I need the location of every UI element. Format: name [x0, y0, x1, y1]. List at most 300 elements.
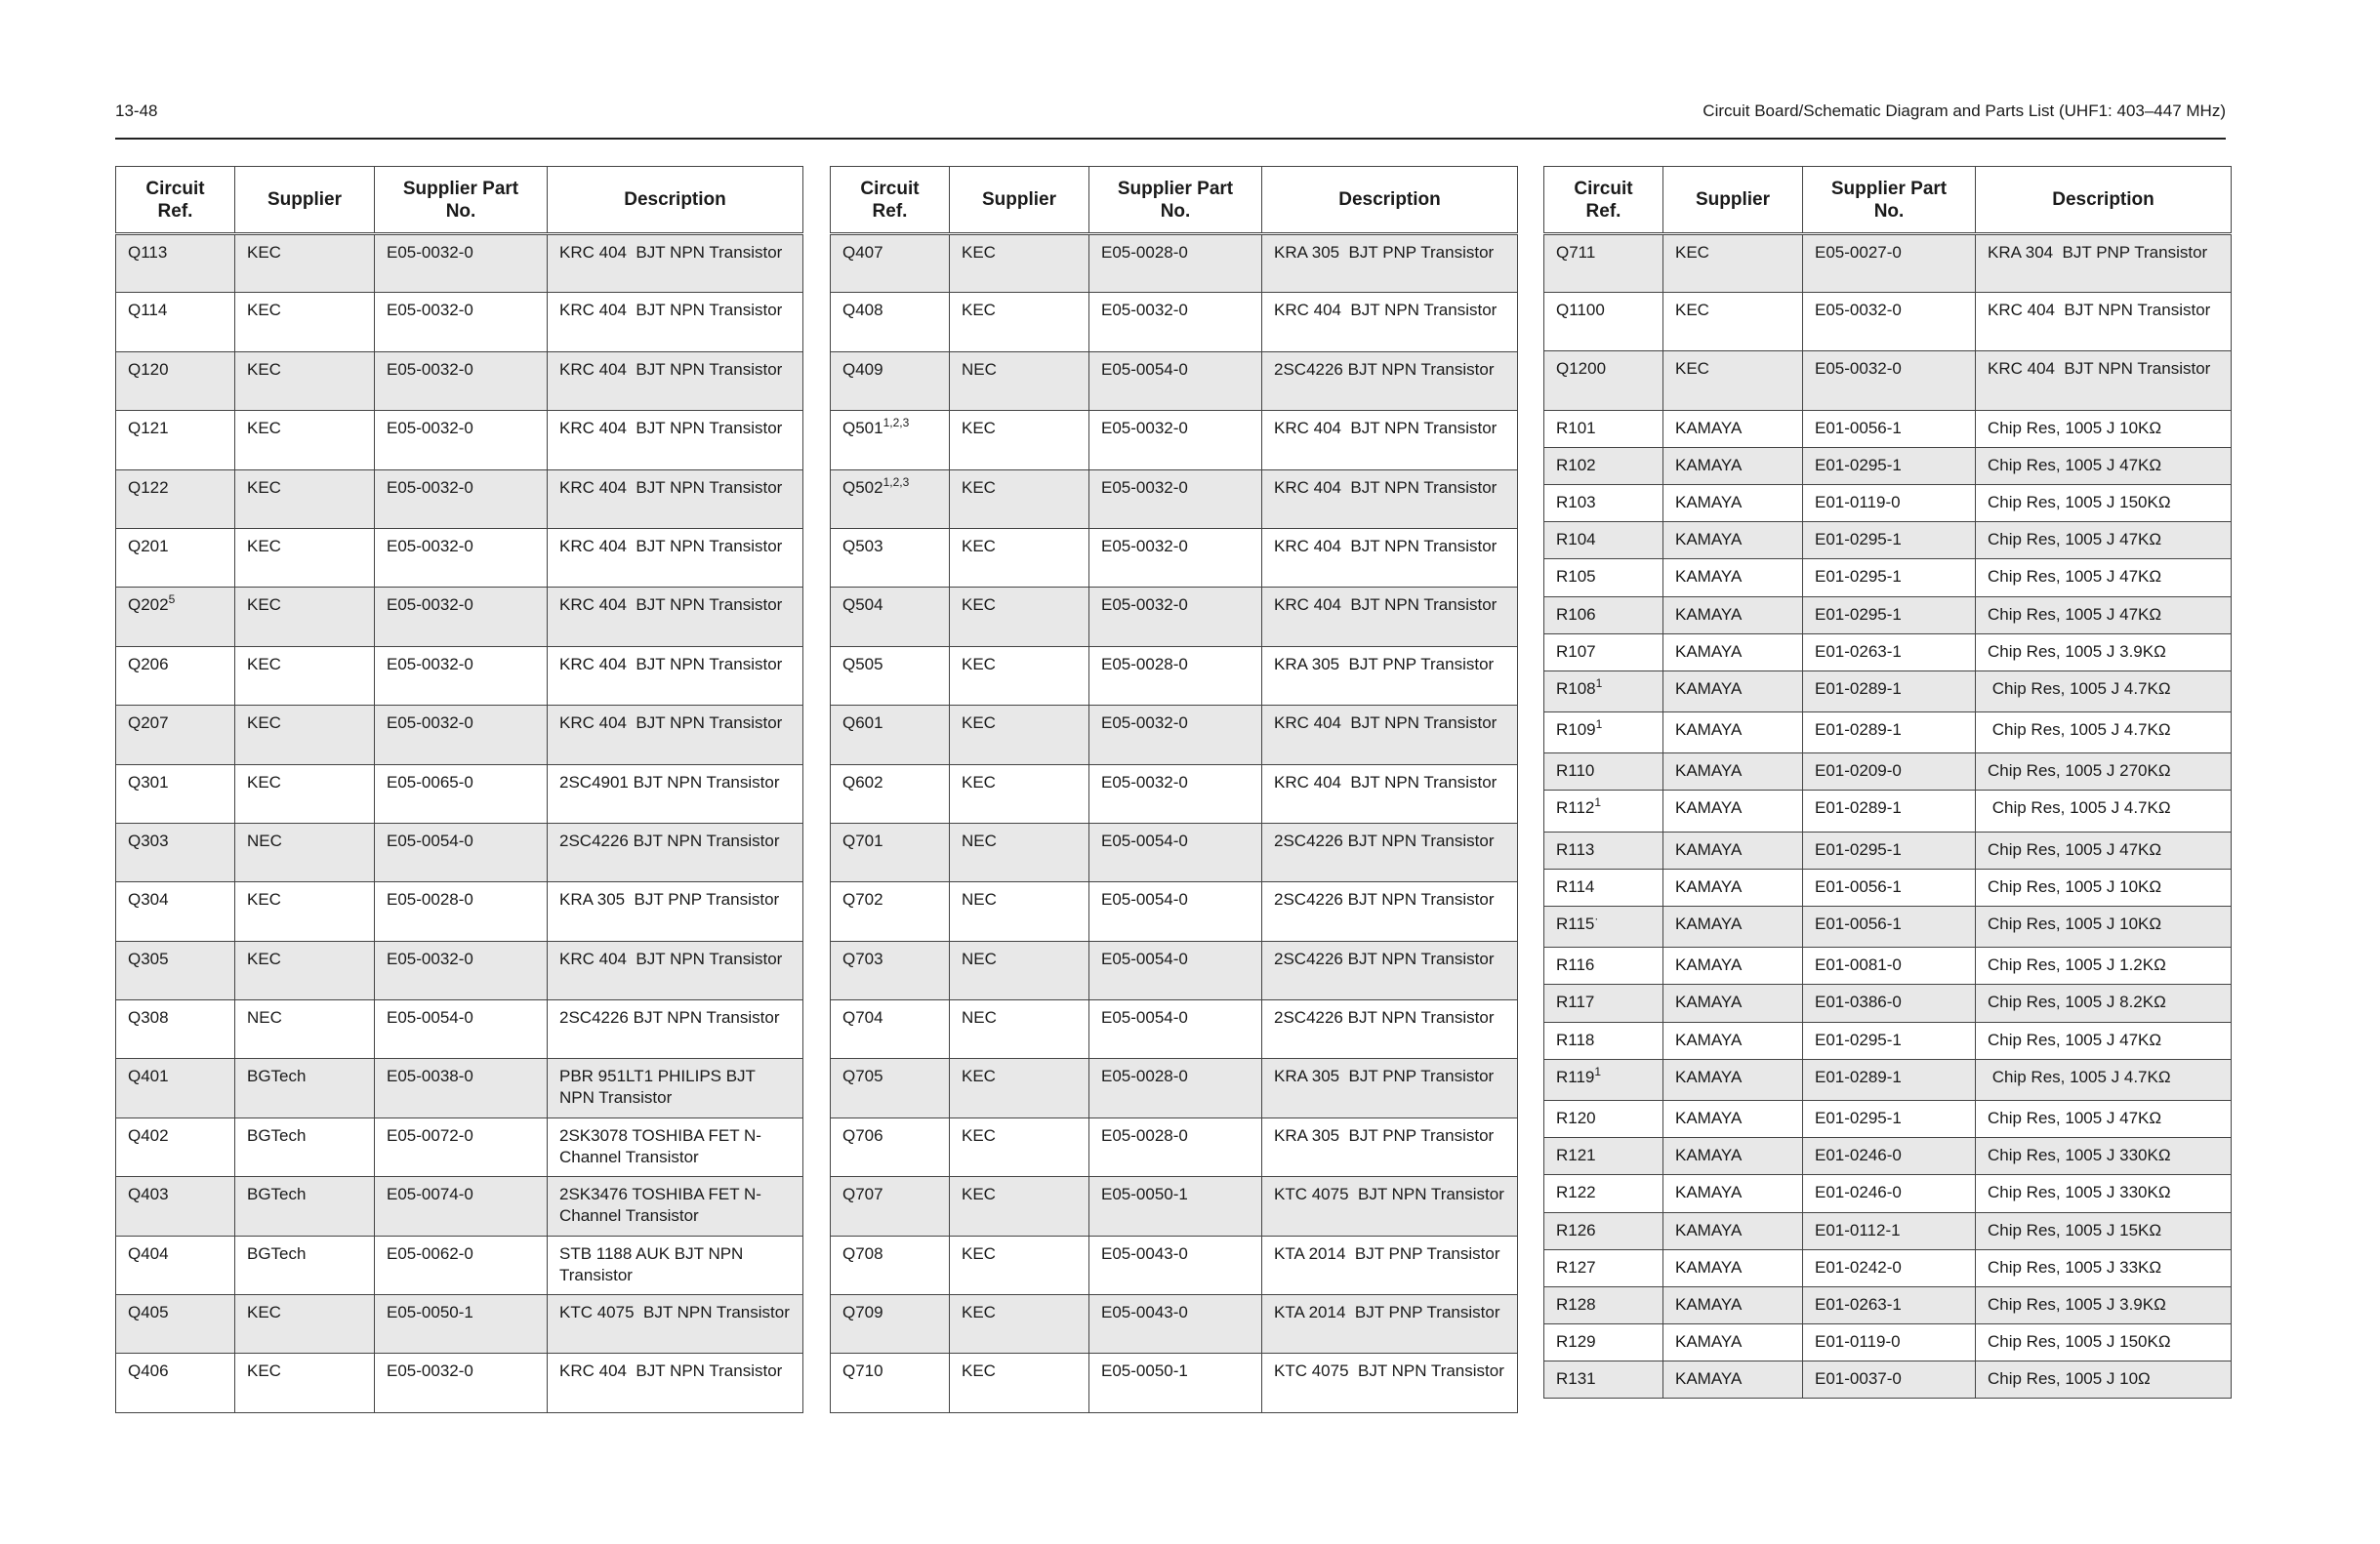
- description-cell: 2SC4226 BJT NPN Transistor: [1262, 941, 1518, 999]
- table-row: [1544, 1138, 2232, 1175]
- circuit-ref-header: Circuit Ref.: [831, 167, 950, 234]
- circuit-ref-cell: [831, 351, 950, 410]
- description-cell: KRC 404 BJT NPN Transistor: [548, 411, 803, 469]
- circuit-ref-cell: [1544, 410, 1663, 447]
- circuit-ref-cell: [1544, 753, 1663, 791]
- table-row: [1544, 907, 2232, 948]
- supplier-header: Supplier: [950, 167, 1089, 234]
- circuit-ref: R117: [1556, 993, 1595, 1012]
- table-row: [116, 706, 803, 764]
- description-cell: Chip Res, 1005 J 4.7KΩ: [1976, 712, 2232, 753]
- supplier-cell: KAMAYA: [1663, 907, 1803, 948]
- supplier-cell: KEC: [1663, 234, 1803, 293]
- table-row: [116, 351, 803, 410]
- part-number-cell: E05-0043-0: [1089, 1295, 1262, 1354]
- part-number-cell: E05-0038-0: [375, 1059, 548, 1117]
- table-row: [831, 469, 1518, 528]
- table-row: [831, 882, 1518, 941]
- circuit-ref: Q305: [128, 949, 169, 968]
- circuit-ref-cell: [116, 823, 235, 881]
- part-number-cell: E01-0119-0: [1803, 1324, 1976, 1361]
- circuit-ref-cell: [1544, 1100, 1663, 1137]
- description-cell: KRC 404 BJT NPN Transistor: [548, 941, 803, 999]
- table-row: [116, 882, 803, 941]
- description-cell: Chip Res, 1005 J 10KΩ: [1976, 410, 2232, 447]
- table-row: [831, 823, 1518, 881]
- description-cell: 2SC4226 BJT NPN Transistor: [548, 1000, 803, 1059]
- part-number-cell: E05-0054-0: [1089, 1000, 1262, 1059]
- circuit-ref: R122: [1556, 1183, 1596, 1202]
- table-row: [1544, 791, 2232, 832]
- supplier-cell: KEC: [235, 469, 375, 528]
- supplier-cell: KAMAYA: [1663, 1022, 1803, 1059]
- table-row: [831, 1000, 1518, 1059]
- description-cell: KRC 404 BJT NPN Transistor: [1262, 293, 1518, 351]
- description-header: Description: [548, 167, 803, 234]
- supplier-cell: KEC: [950, 1177, 1089, 1236]
- description-cell: 2SC4226 BJT NPN Transistor: [1262, 882, 1518, 941]
- circuit-ref-cell: [116, 293, 235, 351]
- supplier-cell: BGTech: [235, 1059, 375, 1117]
- part-number-cell: E05-0032-0: [375, 588, 548, 646]
- circuit-ref: Q501: [842, 419, 883, 438]
- supplier-cell: KEC: [950, 1117, 1089, 1176]
- table-row: [116, 1236, 803, 1294]
- description-cell: Chip Res, 1005 J 330KΩ: [1976, 1138, 2232, 1175]
- circuit-ref: Q504: [842, 595, 883, 615]
- part-number-cell: E05-0032-0: [1089, 293, 1262, 351]
- table-row: [1544, 293, 2232, 351]
- part-number-cell: E05-0072-0: [375, 1117, 548, 1176]
- description-cell: 2SC4901 BJT NPN Transistor: [548, 764, 803, 823]
- table-row: [831, 1177, 1518, 1236]
- description-cell: KRC 404 BJT NPN Transistor: [1262, 706, 1518, 764]
- circuit-ref: Q408: [842, 301, 883, 320]
- table-row: [116, 1177, 803, 1236]
- table-row: [1544, 1324, 2232, 1361]
- circuit-ref-cell: [116, 882, 235, 941]
- part-number-cell: E05-0062-0: [375, 1236, 548, 1294]
- description-cell: Chip Res, 1005 J 15KΩ: [1976, 1212, 2232, 1249]
- part-number-cell: E01-0289-1: [1803, 1059, 1976, 1100]
- part-number-cell: E05-0054-0: [1089, 351, 1262, 410]
- part-number-cell: E01-0263-1: [1803, 633, 1976, 670]
- part-number-cell: E05-0050-1: [1089, 1354, 1262, 1412]
- parts-table-body: [831, 234, 1518, 1413]
- circuit-ref-cell: [831, 1059, 950, 1117]
- circuit-ref-cell: [1544, 869, 1663, 906]
- page-title: Circuit Board/Schematic Diagram and Parts List (UHF1: 403–447 MHz): [1703, 102, 2226, 120]
- description-cell: 2SC4226 BJT NPN Transistor: [1262, 351, 1518, 410]
- table-row: [1544, 559, 2232, 596]
- supplier-cell: NEC: [235, 823, 375, 881]
- table-row: [116, 234, 803, 293]
- circuit-ref: Q403: [128, 1185, 169, 1204]
- supplier-cell: KAMAYA: [1663, 1059, 1803, 1100]
- circuit-ref-cell: [1544, 484, 1663, 521]
- supplier-cell: KEC: [950, 411, 1089, 469]
- circuit-ref-cell: [116, 941, 235, 999]
- supplier-cell: KAMAYA: [1663, 948, 1803, 985]
- part-number-cell: E05-0032-0: [1803, 351, 1976, 410]
- description-cell: Chip Res, 1005 J 3.9KΩ: [1976, 633, 2232, 670]
- circuit-ref-cell: [116, 411, 235, 469]
- table-row: [116, 1000, 803, 1059]
- footnote-marker: 1: [1594, 1064, 1602, 1078]
- part-number-cell: E05-0054-0: [375, 1000, 548, 1059]
- supplier-cell: KAMAYA: [1663, 985, 1803, 1022]
- part-number-cell: E01-0295-1: [1803, 447, 1976, 484]
- circuit-ref: Q407: [842, 243, 883, 262]
- description-cell: KRC 404 BJT NPN Transistor: [548, 1354, 803, 1412]
- table-row: [831, 706, 1518, 764]
- description-cell: Chip Res, 1005 J 150KΩ: [1976, 484, 2232, 521]
- supplier-cell: KAMAYA: [1663, 712, 1803, 753]
- circuit-ref-cell: [1544, 559, 1663, 596]
- table-row: [1544, 447, 2232, 484]
- table-header-row: [1544, 167, 2232, 234]
- circuit-ref-cell: [1544, 234, 1663, 293]
- part-number-cell: E01-0056-1: [1803, 907, 1976, 948]
- footnote-marker: 1: [1594, 795, 1602, 810]
- supplier-part-no-header: Supplier Part No.: [1089, 167, 1262, 234]
- part-number-cell: E05-0027-0: [1803, 234, 1976, 293]
- part-number-cell: E05-0032-0: [375, 706, 548, 764]
- circuit-ref: Q113: [128, 243, 168, 262]
- circuit-ref: R119: [1556, 1067, 1595, 1086]
- supplier-cell: KEC: [235, 1354, 375, 1412]
- supplier-cell: KAMAYA: [1663, 1212, 1803, 1249]
- part-number-cell: E05-0032-0: [375, 941, 548, 999]
- table-row: [1544, 1059, 2232, 1100]
- supplier-cell: KAMAYA: [1663, 1286, 1803, 1323]
- circuit-ref: Q711: [1556, 243, 1596, 262]
- part-number-cell: E01-0037-0: [1803, 1361, 1976, 1399]
- circuit-ref-cell: [1544, 670, 1663, 711]
- part-number-cell: E01-0119-0: [1803, 484, 1976, 521]
- part-number-cell: E01-0263-1: [1803, 1286, 1976, 1323]
- circuit-ref: Q121: [128, 419, 169, 438]
- table-row: [1544, 1212, 2232, 1249]
- circuit-ref-cell: [831, 1236, 950, 1294]
- part-number-cell: E01-0295-1: [1803, 522, 1976, 559]
- circuit-ref: R128: [1556, 1294, 1596, 1314]
- circuit-ref-cell: [831, 1000, 950, 1059]
- table-header-row: [831, 167, 1518, 234]
- supplier-cell: KAMAYA: [1663, 670, 1803, 711]
- supplier-cell: KAMAYA: [1663, 1249, 1803, 1286]
- circuit-ref-cell: [831, 646, 950, 705]
- circuit-ref: Q202: [128, 595, 169, 615]
- supplier-cell: KAMAYA: [1663, 1138, 1803, 1175]
- description-cell: KRC 404 BJT NPN Transistor: [1262, 764, 1518, 823]
- circuit-ref-cell: [116, 469, 235, 528]
- footnote-marker: 1: [1595, 717, 1603, 732]
- supplier-cell: KAMAYA: [1663, 791, 1803, 832]
- circuit-ref-cell: [831, 882, 950, 941]
- circuit-ref: R104: [1556, 530, 1596, 549]
- part-number-cell: E05-0054-0: [1089, 823, 1262, 881]
- circuit-ref: Q704: [842, 1008, 883, 1028]
- supplier-cell: KEC: [235, 528, 375, 587]
- description-cell: KRC 404 BJT NPN Transistor: [1262, 469, 1518, 528]
- part-number-cell: E05-0028-0: [1089, 646, 1262, 705]
- description-cell: Chip Res, 1005 J 47KΩ: [1976, 559, 2232, 596]
- part-number-cell: E05-0028-0: [1089, 1059, 1262, 1117]
- table-row: [116, 1295, 803, 1354]
- part-number-cell: E05-0050-1: [375, 1295, 548, 1354]
- table-row: [1544, 351, 2232, 410]
- circuit-ref: Q505: [842, 654, 883, 673]
- supplier-cell: KAMAYA: [1663, 596, 1803, 633]
- supplier-cell: KEC: [950, 234, 1089, 293]
- circuit-ref-cell: [116, 1177, 235, 1236]
- circuit-ref-cell: [831, 293, 950, 351]
- circuit-ref: R109: [1556, 720, 1596, 740]
- description-cell: Chip Res, 1005 J 4.7KΩ: [1976, 1059, 2232, 1100]
- description-cell: KRC 404 BJT NPN Transistor: [1262, 588, 1518, 646]
- header-rule: [115, 138, 2226, 140]
- supplier-cell: KAMAYA: [1663, 1175, 1803, 1212]
- description-cell: KRA 305 BJT PNP Transistor: [1262, 1059, 1518, 1117]
- part-number-cell: E05-0032-0: [375, 646, 548, 705]
- circuit-ref: Q502: [842, 477, 883, 497]
- part-number-cell: E01-0289-1: [1803, 712, 1976, 753]
- circuit-ref: Q401: [128, 1067, 169, 1086]
- table-row: [1544, 712, 2232, 753]
- description-cell: KRA 305 BJT PNP Transistor: [1262, 234, 1518, 293]
- table-row: [1544, 1286, 2232, 1323]
- table-row: [1544, 832, 2232, 869]
- supplier-cell: KEC: [235, 411, 375, 469]
- supplier-cell: BGTech: [235, 1236, 375, 1294]
- part-number-cell: E05-0032-0: [1089, 411, 1262, 469]
- supplier-cell: KEC: [950, 646, 1089, 705]
- description-cell: KRC 404 BJT NPN Transistor: [1262, 411, 1518, 469]
- circuit-ref-cell: [831, 823, 950, 881]
- part-number-cell: E05-0032-0: [1089, 706, 1262, 764]
- supplier-cell: NEC: [950, 941, 1089, 999]
- description-header: Description: [1262, 167, 1518, 234]
- table-row: [831, 293, 1518, 351]
- circuit-ref: R127: [1556, 1257, 1596, 1277]
- part-number-cell: E01-0246-0: [1803, 1175, 1976, 1212]
- circuit-ref-cell: [1544, 791, 1663, 832]
- parts-table-body: [116, 234, 803, 1413]
- supplier-cell: KAMAYA: [1663, 869, 1803, 906]
- circuit-ref-cell: [116, 351, 235, 410]
- part-number-cell: E01-0295-1: [1803, 832, 1976, 869]
- table-row: [1544, 753, 2232, 791]
- circuit-ref: R101: [1556, 418, 1596, 437]
- circuit-ref-cell: [1544, 1324, 1663, 1361]
- circuit-ref: Q201: [128, 536, 169, 555]
- part-number-cell: E01-0056-1: [1803, 869, 1976, 906]
- supplier-header: Supplier: [235, 167, 375, 234]
- table-row: [116, 823, 803, 881]
- circuit-ref-cell: [116, 1236, 235, 1294]
- circuit-ref-cell: [831, 706, 950, 764]
- description-header: Description: [1976, 167, 2232, 234]
- circuit-ref: Q707: [842, 1185, 883, 1204]
- page-number: 13-48: [115, 102, 158, 120]
- supplier-cell: KEC: [1663, 293, 1803, 351]
- description-cell: Chip Res, 1005 J 10KΩ: [1976, 907, 2232, 948]
- circuit-ref: Q308: [128, 1008, 169, 1028]
- circuit-ref-cell: [116, 1117, 235, 1176]
- part-number-cell: E05-0074-0: [375, 1177, 548, 1236]
- footnote-marker: 1: [1595, 675, 1603, 690]
- description-cell: Chip Res, 1005 J 4.7KΩ: [1976, 791, 2232, 832]
- circuit-ref-cell: [1544, 522, 1663, 559]
- parts-table-3: [1543, 166, 2232, 1399]
- part-number-cell: E01-0081-0: [1803, 948, 1976, 985]
- table-row: [1544, 985, 2232, 1022]
- circuit-ref-cell: [1544, 633, 1663, 670]
- circuit-ref: Q701: [842, 831, 883, 850]
- supplier-cell: KEC: [235, 646, 375, 705]
- supplier-cell: KAMAYA: [1663, 1361, 1803, 1399]
- circuit-ref: Q406: [128, 1361, 169, 1381]
- supplier-cell: KAMAYA: [1663, 633, 1803, 670]
- supplier-cell: NEC: [950, 823, 1089, 881]
- supplier-cell: NEC: [235, 1000, 375, 1059]
- supplier-cell: KAMAYA: [1663, 410, 1803, 447]
- table-row: [116, 293, 803, 351]
- supplier-cell: KEC: [950, 1295, 1089, 1354]
- circuit-ref-cell: [1544, 1059, 1663, 1100]
- circuit-ref-cell: [1544, 1286, 1663, 1323]
- circuit-ref: Q601: [842, 713, 883, 733]
- circuit-ref: R110: [1556, 761, 1595, 781]
- circuit-ref-cell: [1544, 1361, 1663, 1399]
- circuit-ref-cell: [831, 411, 950, 469]
- table-row: [116, 588, 803, 646]
- supplier-cell: KAMAYA: [1663, 1100, 1803, 1137]
- circuit-ref-cell: [1544, 832, 1663, 869]
- description-cell: Chip Res, 1005 J 1.2KΩ: [1976, 948, 2232, 985]
- circuit-ref-cell: [1544, 1138, 1663, 1175]
- circuit-ref: R113: [1556, 839, 1595, 859]
- part-number-cell: E05-0054-0: [375, 823, 548, 881]
- description-cell: KRA 305 BJT PNP Transistor: [1262, 646, 1518, 705]
- circuit-ref-cell: [116, 706, 235, 764]
- description-cell: KRC 404 BJT NPN Transistor: [1976, 293, 2232, 351]
- circuit-ref: Q114: [128, 301, 168, 320]
- description-cell: Chip Res, 1005 J 330KΩ: [1976, 1175, 2232, 1212]
- table-row: [831, 1354, 1518, 1412]
- circuit-ref: R121: [1556, 1146, 1596, 1165]
- circuit-ref-cell: [116, 528, 235, 587]
- circuit-ref: Q1100: [1556, 301, 1605, 320]
- description-cell: KRA 305 BJT PNP Transistor: [1262, 1117, 1518, 1176]
- description-cell: KRC 404 BJT NPN Transistor: [1976, 351, 2232, 410]
- circuit-ref: Q708: [842, 1243, 883, 1263]
- supplier-cell: KEC: [950, 588, 1089, 646]
- circuit-ref: Q206: [128, 654, 169, 673]
- table-row: [116, 469, 803, 528]
- table-row: [1544, 633, 2232, 670]
- supplier-cell: KEC: [950, 293, 1089, 351]
- description-cell: Chip Res, 1005 J 47KΩ: [1976, 832, 2232, 869]
- part-number-cell: E01-0386-0: [1803, 985, 1976, 1022]
- description-cell: Chip Res, 1005 J 3.9KΩ: [1976, 1286, 2232, 1323]
- part-number-cell: E05-0028-0: [375, 882, 548, 941]
- circuit-ref-cell: [116, 646, 235, 705]
- supplier-cell: KAMAYA: [1663, 559, 1803, 596]
- table-row: [116, 1059, 803, 1117]
- description-cell: Chip Res, 1005 J 47KΩ: [1976, 596, 2232, 633]
- supplier-cell: BGTech: [235, 1117, 375, 1176]
- part-number-cell: E01-0246-0: [1803, 1138, 1976, 1175]
- supplier-cell: KEC: [235, 293, 375, 351]
- part-number-cell: E05-0032-0: [375, 528, 548, 587]
- supplier-cell: KEC: [950, 1236, 1089, 1294]
- supplier-part-no-header: Supplier Part No.: [1803, 167, 1976, 234]
- circuit-ref-cell: [116, 1059, 235, 1117]
- part-number-cell: E01-0056-1: [1803, 410, 1976, 447]
- circuit-ref-header: Circuit Ref.: [116, 167, 235, 234]
- supplier-cell: KEC: [950, 469, 1089, 528]
- supplier-cell: KEC: [950, 528, 1089, 587]
- description-cell: Chip Res, 1005 J 47KΩ: [1976, 447, 2232, 484]
- circuit-ref-cell: [116, 1295, 235, 1354]
- supplier-cell: KEC: [235, 706, 375, 764]
- circuit-ref: Q702: [842, 890, 883, 910]
- part-number-cell: E05-0032-0: [1089, 588, 1262, 646]
- table-row: [116, 1117, 803, 1176]
- circuit-ref: R120: [1556, 1108, 1596, 1127]
- description-cell: Chip Res, 1005 J 33KΩ: [1976, 1249, 2232, 1286]
- circuit-ref: R108: [1556, 678, 1596, 698]
- circuit-ref-cell: [831, 588, 950, 646]
- table-row: [116, 646, 803, 705]
- circuit-ref: Q703: [842, 949, 883, 968]
- table-header-row: [116, 167, 803, 234]
- table-row: [831, 1236, 1518, 1294]
- description-cell: 2SK3476 TOSHIBA FET N-Channel Transistor: [548, 1177, 803, 1236]
- circuit-ref-cell: [116, 1000, 235, 1059]
- part-number-cell: E05-0032-0: [1803, 293, 1976, 351]
- description-cell: STB 1188 AUK BJT NPN Transistor: [548, 1236, 803, 1294]
- supplier-cell: KAMAYA: [1663, 484, 1803, 521]
- supplier-cell: KEC: [235, 941, 375, 999]
- circuit-ref-cell: [116, 1354, 235, 1412]
- description-cell: Chip Res, 1005 J 47KΩ: [1976, 1100, 2232, 1137]
- circuit-ref-cell: [831, 528, 950, 587]
- table-row: [831, 411, 1518, 469]
- description-cell: KRA 305 BJT PNP Transistor: [548, 882, 803, 941]
- circuit-ref: Q405: [128, 1303, 169, 1322]
- description-cell: KRC 404 BJT NPN Transistor: [548, 588, 803, 646]
- description-cell: Chip Res, 1005 J 10KΩ: [1976, 869, 2232, 906]
- part-number-cell: E01-0295-1: [1803, 1100, 1976, 1137]
- circuit-ref: R115: [1556, 914, 1595, 933]
- footnote-marker: 1,2,3: [882, 416, 910, 430]
- supplier-header: Supplier: [1663, 167, 1803, 234]
- part-number-cell: E05-0032-0: [375, 411, 548, 469]
- circuit-ref: Q709: [842, 1303, 883, 1322]
- circuit-ref-cell: [1544, 1212, 1663, 1249]
- table-row: [1544, 670, 2232, 711]
- part-number-cell: E05-0032-0: [375, 351, 548, 410]
- supplier-cell: NEC: [950, 351, 1089, 410]
- supplier-part-no-header: Supplier Part No.: [375, 167, 548, 234]
- circuit-ref-cell: [1544, 1175, 1663, 1212]
- supplier-cell: BGTech: [235, 1177, 375, 1236]
- description-cell: 2SC4226 BJT NPN Transistor: [1262, 823, 1518, 881]
- table-row: [1544, 948, 2232, 985]
